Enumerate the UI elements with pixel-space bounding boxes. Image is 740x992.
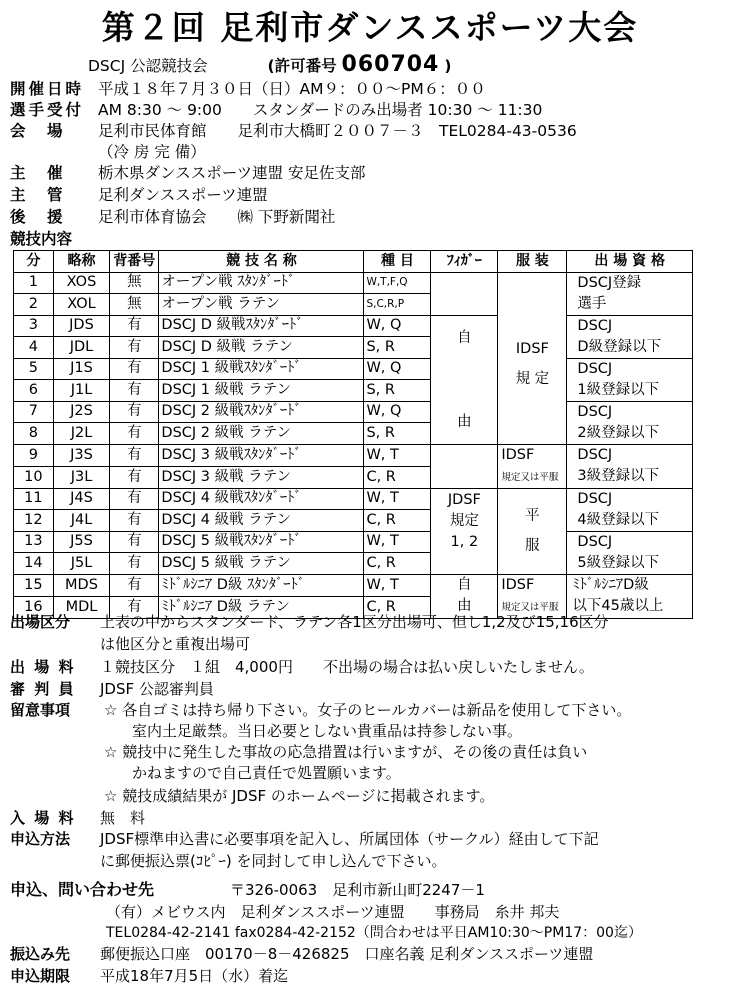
row-events: S, R	[364, 423, 431, 445]
row-no: 4	[14, 337, 54, 359]
figure-jdsf: JDSF 規定 1, 2	[431, 488, 498, 574]
info-support-label: 後 援	[10, 208, 66, 226]
row-num: 有	[110, 337, 159, 359]
qual-2: DSCJ 2級登録以下	[567, 401, 693, 444]
figure-free-2: 自 由	[431, 574, 498, 618]
row-num: 有	[110, 488, 159, 510]
row-code: J3S	[53, 444, 109, 466]
row-code: J2S	[53, 401, 109, 423]
row-no: 10	[14, 466, 54, 488]
attention-3: ☆ 競技中に発生した事故の応急措置は行いますが、その後の責任は負い	[104, 743, 588, 761]
header-code: 略称	[53, 251, 109, 273]
row-code: J2L	[53, 423, 109, 445]
header-number: 背番号	[110, 251, 159, 273]
attention-2: 室内土足厳禁。当日必要としない貴重品は持参しない事。	[132, 722, 523, 740]
contact-label: 申込、問い合わせ先	[10, 880, 155, 899]
qual-3: DSCJ 3級登録以下	[567, 444, 693, 488]
row-name: DSCJ 1 級戦ｽﾀﾝﾀﾞｰﾄﾞ	[159, 358, 364, 380]
row-name: DSCJ 5 級戦 ラテン	[159, 553, 364, 575]
row-no: 11	[14, 488, 54, 510]
dress-empty	[498, 272, 567, 315]
row-num: 無	[110, 272, 159, 294]
row-no: 9	[14, 444, 54, 466]
info-manager-value: 足利ダンススポーツ連盟	[98, 186, 268, 204]
row-num: 有	[110, 444, 159, 466]
deadline-text: 平成18年7月5日（水）着迄	[100, 967, 289, 985]
contact-text-3: TEL0284-42-2141 fax0284-42-2152（問合わせは平日AM10:30～PM17：00迄）	[106, 925, 642, 941]
class-text-2: は他区分と重複出場可	[100, 635, 251, 653]
attention-label: 留意事項	[10, 701, 71, 719]
info-manager	[10, 185, 268, 205]
info-reception-label: 選手受付	[10, 101, 85, 119]
qual-d: DSCJ D級登録以下	[567, 315, 693, 358]
row-events: S, R	[364, 337, 431, 359]
table-row	[14, 444, 693, 466]
entry-label: 入 場 料	[10, 809, 76, 827]
row-num: 有	[110, 315, 159, 337]
row-num: 有	[110, 531, 159, 553]
row-no: 3	[14, 315, 54, 337]
entry-text: 無 料	[100, 809, 146, 827]
row-events: W, T	[364, 531, 431, 553]
qual-5: DSCJ 5級登録以下	[567, 531, 693, 574]
judge-label: 審 判 員	[10, 680, 76, 698]
row-no: 13	[14, 531, 54, 553]
row-code: J4S	[53, 488, 109, 510]
table-row	[14, 574, 693, 596]
attention-5: ☆ 競技成績結果が JDSF のホームページに掲載されます。	[104, 787, 495, 805]
row-num: 無	[110, 294, 159, 316]
row-name: DSCJ D 級戦ｽﾀﾝﾀﾞｰﾄﾞ	[159, 315, 364, 337]
table-header-row	[14, 251, 693, 273]
attention-4: かねますので自己責任で処置願います。	[132, 764, 401, 782]
figure-free: 自 由	[431, 315, 498, 444]
row-events: W, T	[364, 444, 431, 466]
row-no: 8	[14, 423, 54, 445]
info-manager-label: 主 管	[10, 186, 66, 204]
row-events: C, R	[364, 596, 431, 618]
info-organizer	[10, 163, 366, 183]
qual-open: DSCJ登録 選手	[567, 272, 693, 315]
judge-text: JDSF 公認審判員	[100, 680, 214, 698]
permit-label: (許可番号	[267, 57, 337, 75]
class-text-1: 上表の中からスタンダード、ラテン各1区分出場可、但し1,2及び15,16区分	[100, 613, 609, 631]
row-no: 7	[14, 401, 54, 423]
header-events: 種 目	[364, 251, 431, 273]
row-code: MDS	[53, 574, 109, 596]
row-name: DSCJ 4 級戦ｽﾀﾝﾀﾞｰﾄﾞ	[159, 488, 364, 510]
row-events: C, R	[364, 510, 431, 532]
row-num: 有	[110, 401, 159, 423]
info-organizer-value: 栃木県ダンススポーツ連盟 安足佐支部	[98, 164, 366, 182]
row-no: 15	[14, 574, 54, 596]
row-name: DSCJ 4 級戦 ラテン	[159, 510, 364, 532]
info-venue	[10, 121, 577, 141]
row-name: ﾐﾄﾞﾙｼﾆｱ D級 ラテン	[159, 596, 364, 618]
figure-empty	[431, 272, 498, 315]
row-code: MDL	[53, 596, 109, 618]
row-name: DSCJ 3 級戦ｽﾀﾝﾀﾞｰﾄﾞ	[159, 444, 364, 466]
row-num: 有	[110, 574, 159, 596]
row-num: 有	[110, 596, 159, 618]
row-num: 有	[110, 510, 159, 532]
row-num: 有	[110, 466, 159, 488]
row-events: W, Q	[364, 315, 431, 337]
info-date-value: 平成１８年７月３０日（日）AM９：００～PM６：００	[98, 80, 486, 98]
row-events: W, T	[364, 488, 431, 510]
row-events: W, Q	[364, 401, 431, 423]
row-no: 2	[14, 294, 54, 316]
row-name: DSCJ 3 級戦 ラテン	[159, 466, 364, 488]
row-name: DSCJ 2 級戦ｽﾀﾝﾀﾞｰﾄﾞ	[159, 401, 364, 423]
page-title: 第２回 足利市ダンススポーツ大会	[101, 8, 639, 47]
fee-label: 出 場 料	[10, 658, 76, 676]
row-name: DSCJ 1 級戦 ラテン	[159, 380, 364, 402]
header-name: 競 技 名 称	[159, 251, 364, 273]
table-row	[14, 358, 693, 380]
attention-1: ☆ 各自ゴミは持ち帰り下さい。女子のヒールカバーは新品を使用して下さい。	[104, 701, 632, 719]
row-num: 有	[110, 423, 159, 445]
contact-text-1: 〒326-0063 足利市新山町2247－1	[230, 881, 485, 899]
row-events: W, Q	[364, 358, 431, 380]
payment-label: 振込み先	[10, 945, 71, 963]
qual-4: DSCJ 4級登録以下	[567, 488, 693, 531]
header-figure: ﾌｨｶﾞｰ	[431, 251, 498, 273]
info-venue-value: 足利市民体育館 足利市大橋町２００７－３ TEL0284-43-0536	[98, 122, 577, 140]
row-no: 12	[14, 510, 54, 532]
table-row	[14, 315, 693, 337]
header-qualification: 出 場 資 格	[567, 251, 693, 273]
row-name: オープン戦 ｽﾀﾝﾀﾞｰﾄﾞ	[159, 272, 364, 294]
row-events: C, R	[364, 553, 431, 575]
info-aircon	[10, 142, 206, 162]
row-name: DSCJ D 級戦 ラテン	[159, 337, 364, 359]
row-no: 1	[14, 272, 54, 294]
qual-1: DSCJ 1級登録以下	[567, 358, 693, 401]
info-date	[10, 79, 486, 99]
row-events: S, R	[364, 380, 431, 402]
row-name: ﾐﾄﾞﾙｼﾆｱ D級 ｽﾀﾝﾀﾞｰﾄﾞ	[159, 574, 364, 596]
table-row	[14, 272, 693, 294]
info-aircon-value: （冷 房 完 備）	[98, 143, 206, 161]
row-code: XOL	[53, 294, 109, 316]
row-code: J1L	[53, 380, 109, 402]
deadline-label: 申込期限	[10, 967, 71, 985]
row-num: 有	[110, 358, 159, 380]
permit-number: 060704	[341, 52, 440, 77]
info-date-label: 開催日時	[10, 80, 85, 98]
apply-text-1: JDSF標準申込書に必要事項を記入し、所属団体（サークル）経由して下記	[100, 830, 599, 848]
row-num: 有	[110, 380, 159, 402]
row-name: DSCJ 2 級戦 ラテン	[159, 423, 364, 445]
figure-empty-2	[431, 444, 498, 488]
section-title: 競技内容	[10, 230, 73, 248]
row-num: 有	[110, 553, 159, 575]
permit-close: )	[444, 57, 452, 75]
table-row	[14, 488, 693, 510]
row-events: W, T	[364, 574, 431, 596]
row-code: JDL	[53, 337, 109, 359]
apply-label: 申込方法	[10, 830, 71, 848]
row-events: W,T,F,Q	[364, 272, 431, 294]
row-code: J5L	[53, 553, 109, 575]
fee-text: １競技区分 １組 4,000円 不出場の場合は払い戻しいたしません。	[100, 658, 594, 676]
info-organizer-label: 主 催	[10, 164, 66, 182]
class-label: 出場区分	[10, 613, 71, 631]
qual-middle: ﾐﾄﾞﾙｼﾆｱD級 以下45歳以上	[567, 574, 693, 618]
info-reception-value: AM 8:30 ～ 9:00 スタンダードのみ出場者 10:30 ～ 11:30	[98, 101, 543, 119]
row-code: J4L	[53, 510, 109, 532]
row-code: J3L	[53, 466, 109, 488]
info-venue-label: 会 場	[10, 122, 66, 140]
table-row	[14, 401, 693, 423]
row-name: DSCJ 5 級戦ｽﾀﾝﾀﾞｰﾄﾞ	[159, 531, 364, 553]
row-code: JDS	[53, 315, 109, 337]
info-support-value: 足利市体育協会 ㈱ 下野新聞社	[98, 208, 336, 226]
info-support	[10, 207, 335, 227]
permit-line	[88, 52, 452, 77]
certified-label: DSCJ 公認競技会	[88, 57, 208, 75]
row-events: S,C,R,P	[364, 294, 431, 316]
dress-plain: 平 服	[498, 488, 567, 574]
row-code: J1S	[53, 358, 109, 380]
row-no: 16	[14, 596, 54, 618]
row-name: オープン戦 ラテン	[159, 294, 364, 316]
info-reception	[10, 100, 542, 120]
dress-idsf-2: IDSF 規定又は平服	[498, 444, 567, 488]
header-dress: 服 装	[498, 251, 567, 273]
row-no: 14	[14, 553, 54, 575]
dress-idsf-3: IDSF 規定又は平服	[498, 574, 567, 618]
contact-text-2: （有）メビウス内 足利ダンススポーツ連盟 事務局 糸井 邦夫	[106, 903, 560, 921]
row-no: 5	[14, 358, 54, 380]
competition-table	[13, 250, 693, 619]
row-code: XOS	[53, 272, 109, 294]
row-events: C, R	[364, 466, 431, 488]
header-division: 分	[14, 251, 54, 273]
payment-text: 郵便振込口座 00170－8－426825 口座名義 足利ダンススポーツ連盟	[100, 945, 594, 963]
table-row	[14, 531, 693, 553]
row-code: J5S	[53, 531, 109, 553]
apply-text-2: に郵便振込票(ｺﾋﾟｰ) を同封して申し込んで下さい。	[100, 852, 447, 870]
dress-idsf: IDSF 規 定	[498, 315, 567, 444]
row-no: 6	[14, 380, 54, 402]
